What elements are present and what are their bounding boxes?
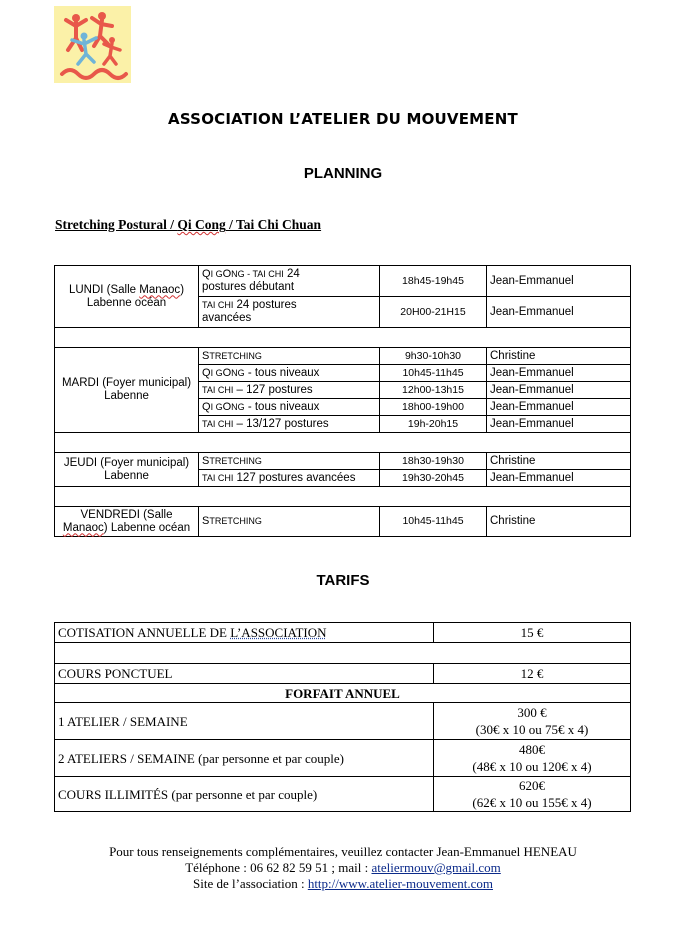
tarif-price <box>434 740 631 777</box>
course-text: - tous niveaux <box>244 400 320 413</box>
time-cell: 20H00-21H15 <box>380 297 487 328</box>
tarif-label: 2 ATELIERS / SEMAINE (par personne et par couple) <box>55 740 434 777</box>
day-cell-lundi <box>55 266 199 328</box>
table-row <box>55 664 631 684</box>
course-cell <box>199 470 380 487</box>
course-text: NG <box>231 367 245 378</box>
time-cell: 10h45-11h45 <box>380 365 487 382</box>
price-detail: (62€ x 10 ou 155€ x 4) <box>472 795 592 810</box>
course-text: Q <box>202 268 211 280</box>
dancers-logo-icon <box>54 6 131 83</box>
time-cell: 10h45-11h45 <box>380 507 487 537</box>
course-text: S <box>202 454 210 467</box>
day-cell-vendredi <box>55 507 199 537</box>
teacher-cell: Jean-Emmanuel <box>487 365 631 382</box>
course-text: TRETCHING <box>209 516 262 526</box>
subtitle-part-1: Stretching Postural / <box>55 217 178 232</box>
day-text: MARDI (Foyer municipal) <box>61 377 192 389</box>
price-text: 620€ <box>519 778 545 793</box>
tarif-price <box>434 777 631 812</box>
tarif-label: COURS PONCTUEL <box>55 664 434 684</box>
table-row <box>55 507 631 537</box>
course-text: TAI CHI <box>202 384 234 395</box>
tarif-label: 1 ATELIER / SEMAINE <box>55 703 434 740</box>
course-text: TAI CHI <box>202 300 234 310</box>
table-row <box>55 348 631 365</box>
teacher-cell: Jean-Emmanuel <box>487 266 631 297</box>
contact-footer <box>0 844 676 892</box>
day-text: Manaoc <box>139 283 181 296</box>
forfait-header: FORFAIT ANNUEL <box>55 684 631 703</box>
day-text: Labenne <box>104 390 149 402</box>
course-cell <box>199 416 380 433</box>
course-text: O <box>222 400 232 413</box>
course-cell <box>199 382 380 399</box>
day-text: Labenne océan <box>86 296 167 309</box>
teacher-cell: Jean-Emmanuel <box>487 470 631 487</box>
site-text: Site de l’association : <box>193 876 308 891</box>
table-row <box>55 453 631 470</box>
time-cell: 18h00-19h00 <box>380 399 487 416</box>
course-text: – 127 postures <box>233 383 313 396</box>
time-cell: 9h30-10h30 <box>380 348 487 365</box>
course-text: I G <box>210 269 223 279</box>
tarifs-title: TARIFS <box>316 572 370 589</box>
subtitle-part-2: Qi Cong <box>177 217 226 232</box>
course-text: - tous niveaux <box>244 366 320 379</box>
spacer-cell <box>55 643 631 664</box>
course-text: TRETCHING <box>209 455 262 466</box>
spacer-cell <box>55 433 631 453</box>
teacher-cell: Jean-Emmanuel <box>487 399 631 416</box>
course-cell <box>199 453 380 470</box>
planning-title: PLANNING <box>303 165 383 182</box>
teacher-cell: Christine <box>487 507 631 537</box>
course-text: avancées <box>202 312 252 324</box>
tarif-label <box>55 623 434 643</box>
course-cell <box>199 266 380 297</box>
spacer-cell <box>55 328 631 348</box>
planning-table <box>54 265 631 537</box>
course-text: Q <box>202 400 211 413</box>
time-cell: 18h30-19h30 <box>380 453 487 470</box>
day-cell-jeudi <box>55 453 199 487</box>
site-line <box>0 876 676 892</box>
spacer-row <box>55 643 631 664</box>
time-cell: 19h-20h15 <box>380 416 487 433</box>
phone-text: Téléphone : 06 62 82 59 51 ; mail : <box>185 860 372 875</box>
price-text: 300 € <box>517 705 547 720</box>
association-title: ASSOCIATION L’ATELIER DU MOUVEMENT <box>168 110 518 128</box>
time-cell: 19h30-20h45 <box>380 470 487 487</box>
course-text: NG - TAI CHI <box>231 269 284 279</box>
day-cell-mardi <box>55 348 199 433</box>
course-text: Q <box>202 366 211 379</box>
course-text: postures débutant <box>202 281 295 293</box>
day-text: Manaoc <box>62 521 104 534</box>
tarif-label: COURS ILLIMITÉS (par personne et par couple) <box>55 777 434 812</box>
teacher-cell: Christine <box>487 453 631 470</box>
table-row <box>55 684 631 703</box>
contact-line: Pour tous renseignements complémentaires, veuillez contacter Jean-Emmanuel HENEAU <box>109 844 577 859</box>
course-text: 24 <box>283 268 300 280</box>
course-text: I G <box>210 401 223 412</box>
teacher-cell: Jean-Emmanuel <box>487 382 631 399</box>
course-text: – 13/127 postures <box>233 417 329 430</box>
day-text: ) Labenne océan <box>103 521 191 534</box>
course-cell <box>199 348 380 365</box>
day-text: ) <box>180 283 185 296</box>
tarif-text: L’ASSOCIATION <box>230 625 327 640</box>
teacher-cell: Jean-Emmanuel <box>487 416 631 433</box>
time-cell: 18h45-19h45 <box>380 266 487 297</box>
disciplines-subtitle <box>55 217 321 233</box>
teacher-cell: Jean-Emmanuel <box>487 297 631 328</box>
table-row <box>55 266 631 297</box>
price-detail: (48€ x 10 ou 120€ x 4) <box>472 759 592 774</box>
course-text: S <box>202 515 210 527</box>
price-text: 480€ <box>519 742 545 757</box>
day-text: LUNDI (Salle <box>68 283 140 296</box>
course-cell <box>199 365 380 382</box>
day-text: JEUDI (Foyer municipal) <box>63 456 190 469</box>
course-text: TAI CHI <box>202 418 234 429</box>
tarif-price <box>434 703 631 740</box>
tarifs-table <box>54 622 631 812</box>
table-row <box>55 703 631 740</box>
table-row <box>55 777 631 812</box>
table-row <box>55 623 631 643</box>
course-text: O <box>222 268 232 280</box>
course-text: 24 postures <box>233 299 297 311</box>
spacer-row <box>55 487 631 507</box>
course-text: NG <box>231 401 245 412</box>
website-link[interactable]: http://www.atelier-mouvement.com <box>307 876 493 891</box>
spacer-row <box>55 433 631 453</box>
course-text: I G <box>210 367 223 378</box>
association-logo <box>54 6 131 83</box>
price-detail: (30€ x 10 ou 75€ x 4) <box>475 722 589 737</box>
table-row <box>55 740 631 777</box>
email-link[interactable]: ateliermouv@gmail.com <box>371 860 501 875</box>
course-text: 127 postures avancées <box>233 471 356 484</box>
tarif-price: 12 € <box>434 664 631 684</box>
spacer-row <box>55 328 631 348</box>
phone-line <box>0 860 676 876</box>
tarif-price: 15 € <box>434 623 631 643</box>
subtitle-part-3: / Tai Chi Chuan <box>225 217 322 232</box>
course-cell <box>199 399 380 416</box>
spacer-cell <box>55 487 631 507</box>
teacher-cell: Christine <box>487 348 631 365</box>
day-text: VENDREDI (Salle <box>80 508 173 521</box>
course-text: TRETCHING <box>209 350 262 361</box>
tarif-text: COTISATION ANNUELLE DE <box>58 625 231 640</box>
course-text: TAI CHI <box>202 472 234 483</box>
course-cell <box>199 297 380 328</box>
time-cell: 12h00-13h15 <box>380 382 487 399</box>
day-text: Labenne <box>104 469 149 482</box>
course-text: S <box>202 349 210 362</box>
course-cell <box>199 507 380 537</box>
course-text: O <box>222 366 232 379</box>
